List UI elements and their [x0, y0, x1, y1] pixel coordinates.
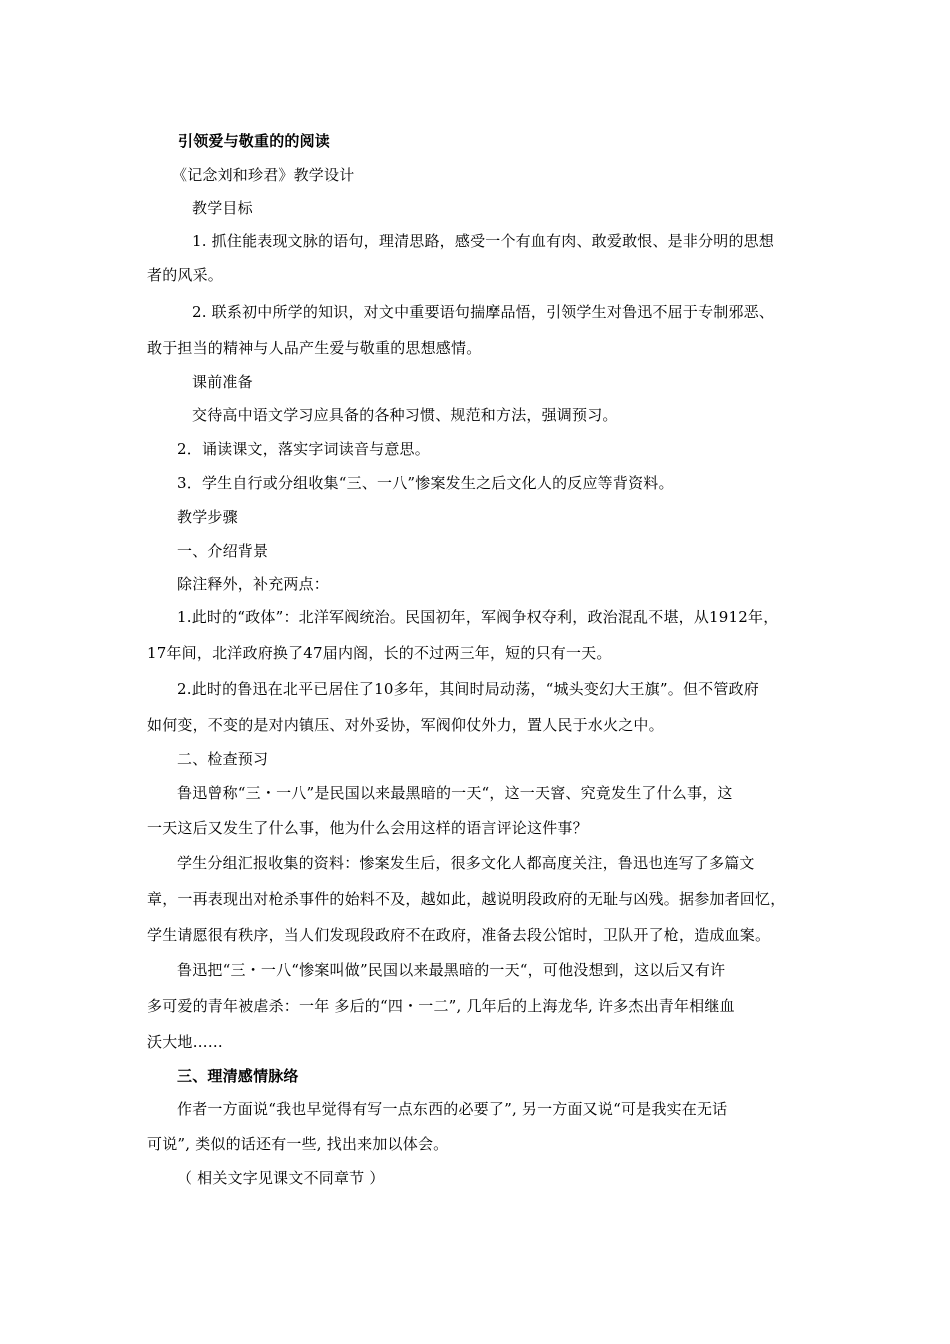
step-3-para-1-line-1: 作者一方面说“我也早觉得有写一点东西的必要了”, 另一方面又说“可是我实在无话	[177, 1100, 728, 1118]
prep-heading: 课前准备	[192, 373, 253, 391]
step-2-para-1-line-2: 一天这后又发生了什么事，他为什么会用这样的语言评论这件事？	[147, 819, 588, 837]
goal-1-line-1: 1. 抓住能表现文脉的语句，理清思路，感受一个有血有肉、敢爱敢恨、是非分明的思想	[192, 232, 775, 250]
prep-item-1: 交待高中语文学习应具备的各种习惯、规范和方法，强调预习。	[192, 406, 618, 424]
step-1-para-1-line-2: 17年间，北洋政府换了47届内阁，长的不过两三年，短的只有一天。	[147, 644, 612, 662]
step-2-heading: 二、检查预习	[177, 750, 269, 768]
step-3-para-1-line-2: 可说”, 类似的话还有一些, 找出来加以体会。	[147, 1135, 449, 1153]
goal-2-line-2: 敢于担当的精神与人品产生爱与敬重的思想感情。	[147, 339, 482, 357]
step-2-para-1-line-1: 鲁迅曾称“三・一八”是民国以来最黑暗的一天“，这一天窨、究竟发生了什么事，这	[177, 784, 733, 802]
goal-2-line-1: 2. 联系初中所学的知识，对文中重要语句揣摩品悟，引领学生对鲁迅不屈于专制邪恶、	[192, 303, 775, 321]
step-1-para-2-line-2: 如何变，不变的是对内镇压、对外妥协，军阀仰仗外力，置人民于水火之中。	[147, 716, 664, 734]
step-2-para-2-line-3: 学生请愿很有秩序，当人们发现段政府不在政府，准备去段公馆时，卫队开了枪，造成血案。	[147, 926, 771, 944]
step-1-intro: 除注释外，补充两点：	[177, 575, 330, 593]
prep-item-3: 3．学生自行或分组收集“三、一八”惨案发生之后文化人的反应等背资料。	[177, 474, 674, 492]
step-1-para-1-line-1: 1.此时的“政体”：北洋军阀统治。民国初年，军阀争权夺利，政治混乱不堪，从1912年，	[177, 608, 779, 626]
step-2-para-3-line-2: 多可爱的青年被虐杀：一年 多后的“四・一二”, 几年后的上海龙华, 许多杰出青年相继血	[147, 997, 735, 1015]
prep-item-2: 2．诵读课文，落实字词读音与意思。	[177, 440, 430, 458]
step-2-para-2-line-2: 章，一再表现出对枪杀事件的始料不及，越如此，越说明段政府的无耻与凶残。据参加者回忆，	[147, 890, 786, 908]
step-3-heading: 三、理清感情脉络	[177, 1067, 299, 1085]
step-1-heading: 一、介绍背景	[177, 542, 269, 560]
document-subtitle: 《记念刘和珍君》教学设计	[172, 166, 355, 184]
goals-heading: 教学目标	[192, 199, 253, 217]
step-2-para-2-line-1: 学生分组汇报收集的资料：惨案发生后，很多文化人都高度关注，鲁迅也连写了多篇文	[177, 854, 755, 872]
steps-heading: 教学步骤	[177, 508, 238, 526]
step-3-note: （ 相关文字见课文不同章节 ）	[177, 1169, 385, 1187]
step-1-para-2-line-1: 2.此时的鲁迅在北平已居住了10多年，其间时局动荡，“城头变幻大王旗”。但不管政府	[177, 680, 759, 698]
step-2-para-3-line-3: 沃大地……	[147, 1033, 224, 1051]
document-title: 引领爱与敬重的的阅读	[178, 132, 331, 150]
goal-1-line-2: 者的风采。	[147, 266, 224, 284]
step-2-para-3-line-1: 鲁迅把“三・一八“惨案叫做”民国以来最黑暗的一天“，可他没想到，这以后又有许	[177, 961, 726, 979]
